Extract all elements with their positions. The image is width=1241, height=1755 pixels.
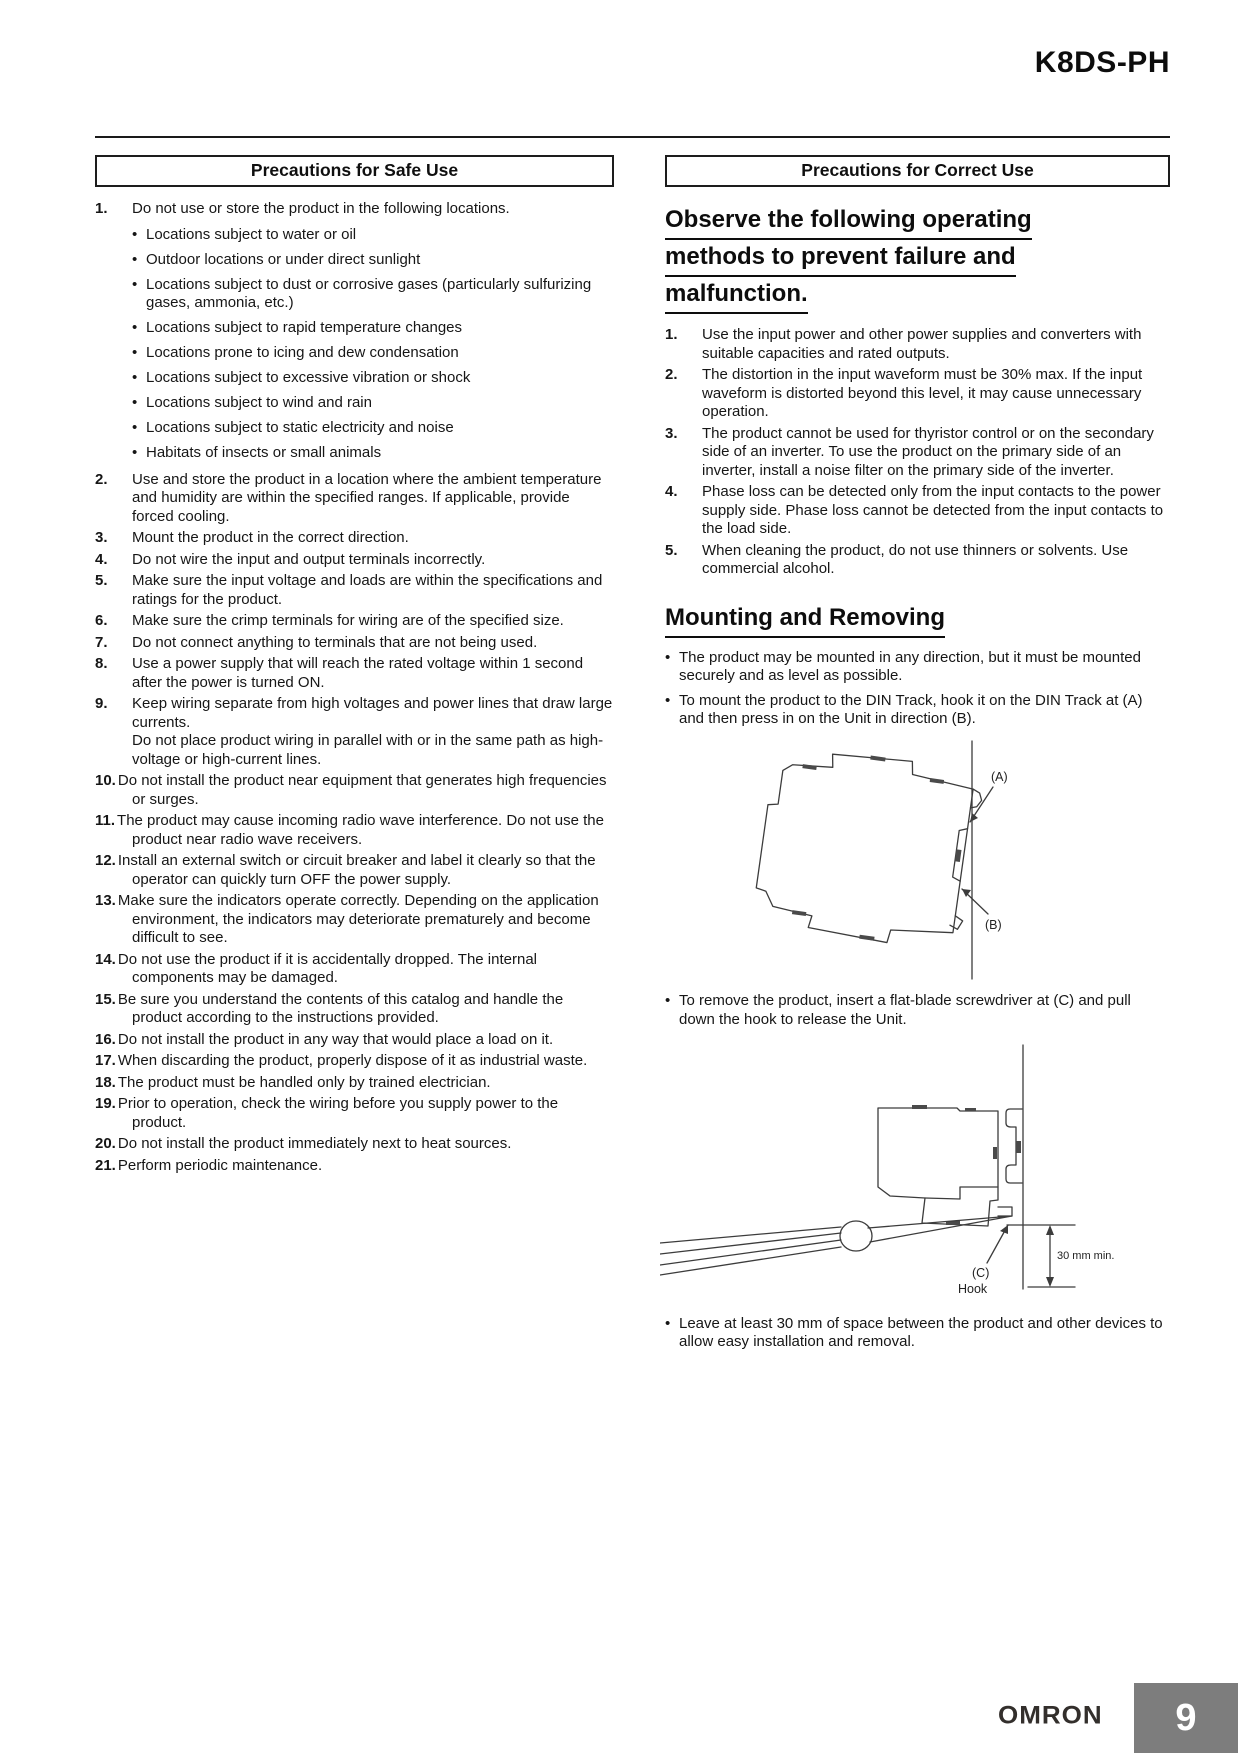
- list-item: [95, 572, 614, 609]
- item-text: The distortion in the input waveform must be 30% max. If the input waveform is distorted beyond this level, it may cause unnecessary operation.: [702, 366, 1143, 420]
- bullet-text: Locations subject to excessive vibration or shock: [146, 369, 471, 386]
- title-line: Mounting and Removing: [665, 601, 945, 638]
- item-number: 9.: [95, 695, 108, 712]
- list-item: [665, 425, 1170, 481]
- bullet-text: Locations subject to dust or corrosive gases (particularly sulfurizing gases, ammonia, etc.): [146, 275, 592, 311]
- item-number: 17.: [95, 1052, 116, 1069]
- bullet-text: To mount the product to the DIN Track, hook it on the DIN Track at (A) and then press in on the Unit in direction (B).: [679, 691, 1143, 727]
- correct-use-list: [665, 326, 1170, 579]
- spacing-bullet: [665, 1315, 1170, 1352]
- unit-step-line: [925, 1187, 998, 1199]
- item-number: 4.: [95, 550, 108, 568]
- list-item: [95, 1095, 614, 1132]
- list-item: [95, 1074, 614, 1093]
- unit-hook: [998, 1207, 1012, 1216]
- operating-methods-title: [665, 203, 1170, 314]
- bullet-text: Leave at least 30 mm of space between the product and other devices to allow easy installation and removal.: [679, 1314, 1163, 1350]
- list-item: [665, 366, 1170, 422]
- header-divider: [95, 136, 1170, 138]
- safe-use-heading: Precautions for Safe Use: [95, 155, 614, 187]
- page-number: 9: [1175, 1696, 1197, 1739]
- item-number: 20.: [95, 1135, 116, 1152]
- list-item: [95, 1157, 614, 1176]
- item-text: When discarding the product, properly dispose of it as industrial waste.: [117, 1052, 588, 1069]
- item-text: Do not use the product if it is accidentally dropped. The internal components may be damaged.: [117, 950, 537, 986]
- title-line-2: methods to prevent failure and: [665, 240, 1016, 277]
- bullet-text: Locations prone to icing and dew condensation: [146, 344, 459, 361]
- list-item: [95, 772, 614, 809]
- list-item: [95, 529, 614, 548]
- unit-slot: [993, 1147, 997, 1159]
- item-number: 13.: [95, 892, 116, 909]
- din-remove-figure: [660, 1037, 1170, 1311]
- bullet-text: Locations subject to wind and rain: [146, 394, 372, 411]
- unit-slot: [965, 1108, 976, 1111]
- brand-logo: OMRON: [998, 1700, 1103, 1730]
- bullet-marker: •: [665, 648, 671, 666]
- bullet-item: [132, 344, 614, 363]
- item-number: 12.: [95, 852, 116, 869]
- item-text: Make sure the input voltage and loads are within the specifications and ratings for the product.: [132, 572, 603, 608]
- list-item: [95, 655, 614, 692]
- bullet-text: Outdoor locations or under direct sunlight: [146, 250, 421, 268]
- page-title: K8DS-PH: [1034, 46, 1170, 79]
- bullet-marker: •: [132, 319, 138, 336]
- item-text: Do not wire the input and output terminals incorrectly.: [132, 550, 486, 568]
- bullet-text: Locations subject to water or oil: [146, 225, 357, 243]
- page-number-badge: [1134, 1683, 1238, 1753]
- bullet-item: [132, 394, 614, 413]
- bullet-item: [132, 251, 614, 270]
- bullet-marker: •: [665, 691, 671, 709]
- dimension-text: 30 mm min.: [1057, 1250, 1115, 1262]
- list-item: [95, 612, 614, 631]
- label-b: (B): [985, 917, 1002, 932]
- bullet-item: [132, 419, 614, 438]
- item-number: 16.: [95, 1030, 116, 1048]
- removing-bullet: [665, 992, 1170, 1029]
- item-number: 14.: [95, 950, 116, 968]
- bullet-text: Locations subject to static electricity and noise: [146, 419, 454, 436]
- list-item: [665, 326, 1170, 363]
- item-text: Keep wiring separate from high voltages and power lines that draw large currents.: [132, 695, 613, 731]
- item-text: The product must be handled only by trained electrician.: [117, 1073, 491, 1091]
- bullet-marker: •: [132, 394, 138, 411]
- list-item: [665, 483, 1170, 539]
- item-text: Make sure the indicators operate correctly. Depending on the application environment, the indicators may deteriorate prematurely and become difficult to see.: [117, 892, 599, 946]
- item-text: Use the input power and other power supplies and converters with suitable capacities and rated outputs.: [702, 326, 1142, 362]
- list-item: [95, 991, 614, 1028]
- item-text: Use and store the product in a location where the ambient temperature and humidity are within the specified ranges. If applicable, provide forced cooling.: [132, 470, 602, 525]
- list-item: [95, 551, 614, 570]
- item-text: Perform periodic maintenance.: [117, 1156, 323, 1174]
- item-number: 4.: [665, 483, 678, 500]
- list-item: [95, 812, 614, 849]
- item-text: Do not install the product immediately next to heat sources.: [117, 1135, 512, 1152]
- item-number: 10.: [95, 772, 116, 789]
- din-remove-drawing: [660, 1037, 1130, 1305]
- din-mount-drawing: [700, 739, 1040, 981]
- item-number: 2.: [665, 366, 678, 383]
- list-item: [95, 1052, 614, 1071]
- list-item: [665, 542, 1170, 579]
- bullet-text: To remove the product, insert a flat-blade screwdriver at (C) and pull down the hook to release the Unit.: [679, 992, 1131, 1028]
- list-item: [95, 634, 614, 653]
- bullet-marker: •: [132, 225, 138, 243]
- bullet-marker: •: [132, 344, 138, 361]
- bullet-marker: •: [665, 1314, 671, 1332]
- label-c: (C): [972, 1266, 990, 1280]
- item-text: Make sure the crimp terminals for wiring are of the specified size.: [132, 612, 564, 629]
- item-number: 5.: [95, 572, 108, 589]
- item-number: 15.: [95, 990, 116, 1008]
- item-text: The product cannot be used for thyristor control or on the secondary side of an inverter. To use the product on the primary side of an inverter, install a noise filter on the primary side of the inverter.: [702, 424, 1154, 479]
- location-bullet-list: [132, 226, 614, 463]
- list-item: [95, 951, 614, 988]
- list-item: [95, 892, 614, 948]
- item-text: Install an external switch or circuit breaker and label it clearly so that the operator can quickly turn OFF the power supply.: [117, 852, 596, 888]
- item-text: Do not connect anything to terminals that are not being used.: [132, 633, 538, 651]
- bullet-marker: •: [132, 369, 138, 386]
- title-line-1: Observe the following operating: [665, 203, 1032, 240]
- bullet-item: [132, 276, 614, 313]
- bullet-marker: •: [132, 275, 138, 293]
- item-number: 19.: [95, 1095, 116, 1112]
- item-text: Mount the product in the correct direction.: [132, 529, 409, 546]
- bullet-item: [132, 319, 614, 338]
- item-number: 1.: [95, 200, 108, 217]
- item-number: 5.: [665, 541, 678, 559]
- din-mount-figure: [700, 739, 1170, 987]
- item-text: When cleaning the product, do not use thinners or solvents. Use commercial alcohol.: [702, 541, 1129, 577]
- item-text-2: Do not place product wiring in parallel with or in the same path as high-voltage or high-current lines.: [132, 732, 604, 768]
- list-item: [95, 1031, 614, 1050]
- list-item: [95, 471, 614, 527]
- item-text: Do not install the product in any way that would place a load on it.: [117, 1030, 554, 1048]
- item-text: Phase loss can be detected only from the input contacts to the power supply side. Phase loss cannot be detected from the input contacts to the load side.: [702, 483, 1164, 537]
- item-number: 21.: [95, 1156, 116, 1174]
- bullet-marker: •: [132, 444, 138, 461]
- item-number: 18.: [95, 1073, 116, 1091]
- mounting-bullet-2: [665, 692, 1170, 729]
- bullet-item: [132, 226, 614, 245]
- bullet-item: [132, 369, 614, 388]
- unit-slot: [912, 1105, 927, 1109]
- item-number: 3.: [95, 529, 108, 546]
- item-text: Be sure you understand the contents of this catalog and handle the product according to the instructions provided.: [117, 990, 564, 1026]
- bullet-marker: •: [132, 419, 138, 436]
- safe-use-column: [95, 155, 614, 1178]
- mounting-removing-title: [665, 601, 1170, 638]
- safe-use-list: [95, 200, 614, 1175]
- label-hook: Hook: [958, 1282, 988, 1296]
- bullet-item: [132, 444, 614, 463]
- item-text: The product may cause incoming radio wave interference. Do not use the product near radio wave receivers.: [117, 812, 604, 848]
- label-a-arrowhead: [970, 813, 978, 822]
- list-item: [95, 200, 614, 463]
- bullet-text: Locations subject to rapid temperature changes: [146, 319, 463, 336]
- item-text: Do not install the product near equipment that generates high frequencies or surges.: [117, 772, 607, 808]
- item-number: 1.: [665, 326, 678, 343]
- item-text: Prior to operation, check the wiring before you supply power to the product.: [117, 1095, 559, 1131]
- title-line-3: malfunction.: [665, 277, 808, 314]
- item-number: 11.: [95, 812, 116, 829]
- list-item: [95, 695, 614, 769]
- item-number: 2.: [95, 470, 108, 488]
- unit-outline: [878, 1108, 998, 1226]
- list-item: [95, 852, 614, 889]
- item-number: 3.: [665, 424, 678, 442]
- correct-use-heading: Precautions for Correct Use: [665, 155, 1170, 187]
- unit-outline: [751, 742, 985, 953]
- mounting-bullet-1: [665, 649, 1170, 686]
- bullet-marker: •: [132, 250, 138, 268]
- item-number: 8.: [95, 655, 108, 672]
- item-text: Use a power supply that will reach the rated voltage within 1 second after the power is turned ON.: [132, 655, 584, 691]
- item-number: 7.: [95, 633, 108, 651]
- bullet-text: The product may be mounted in any direction, but it must be mounted securely and as level as possible.: [679, 648, 1141, 684]
- label-a: (A): [991, 769, 1008, 784]
- item-number: 6.: [95, 612, 108, 629]
- item-text: Do not use or store the product in the following locations.: [132, 200, 510, 217]
- bullet-text: Habitats of insects or small animals: [146, 444, 382, 461]
- bullet-marker: •: [665, 992, 671, 1009]
- list-item: [95, 1135, 614, 1154]
- correct-use-column: [665, 155, 1170, 1355]
- rail-slot: [1016, 1141, 1021, 1153]
